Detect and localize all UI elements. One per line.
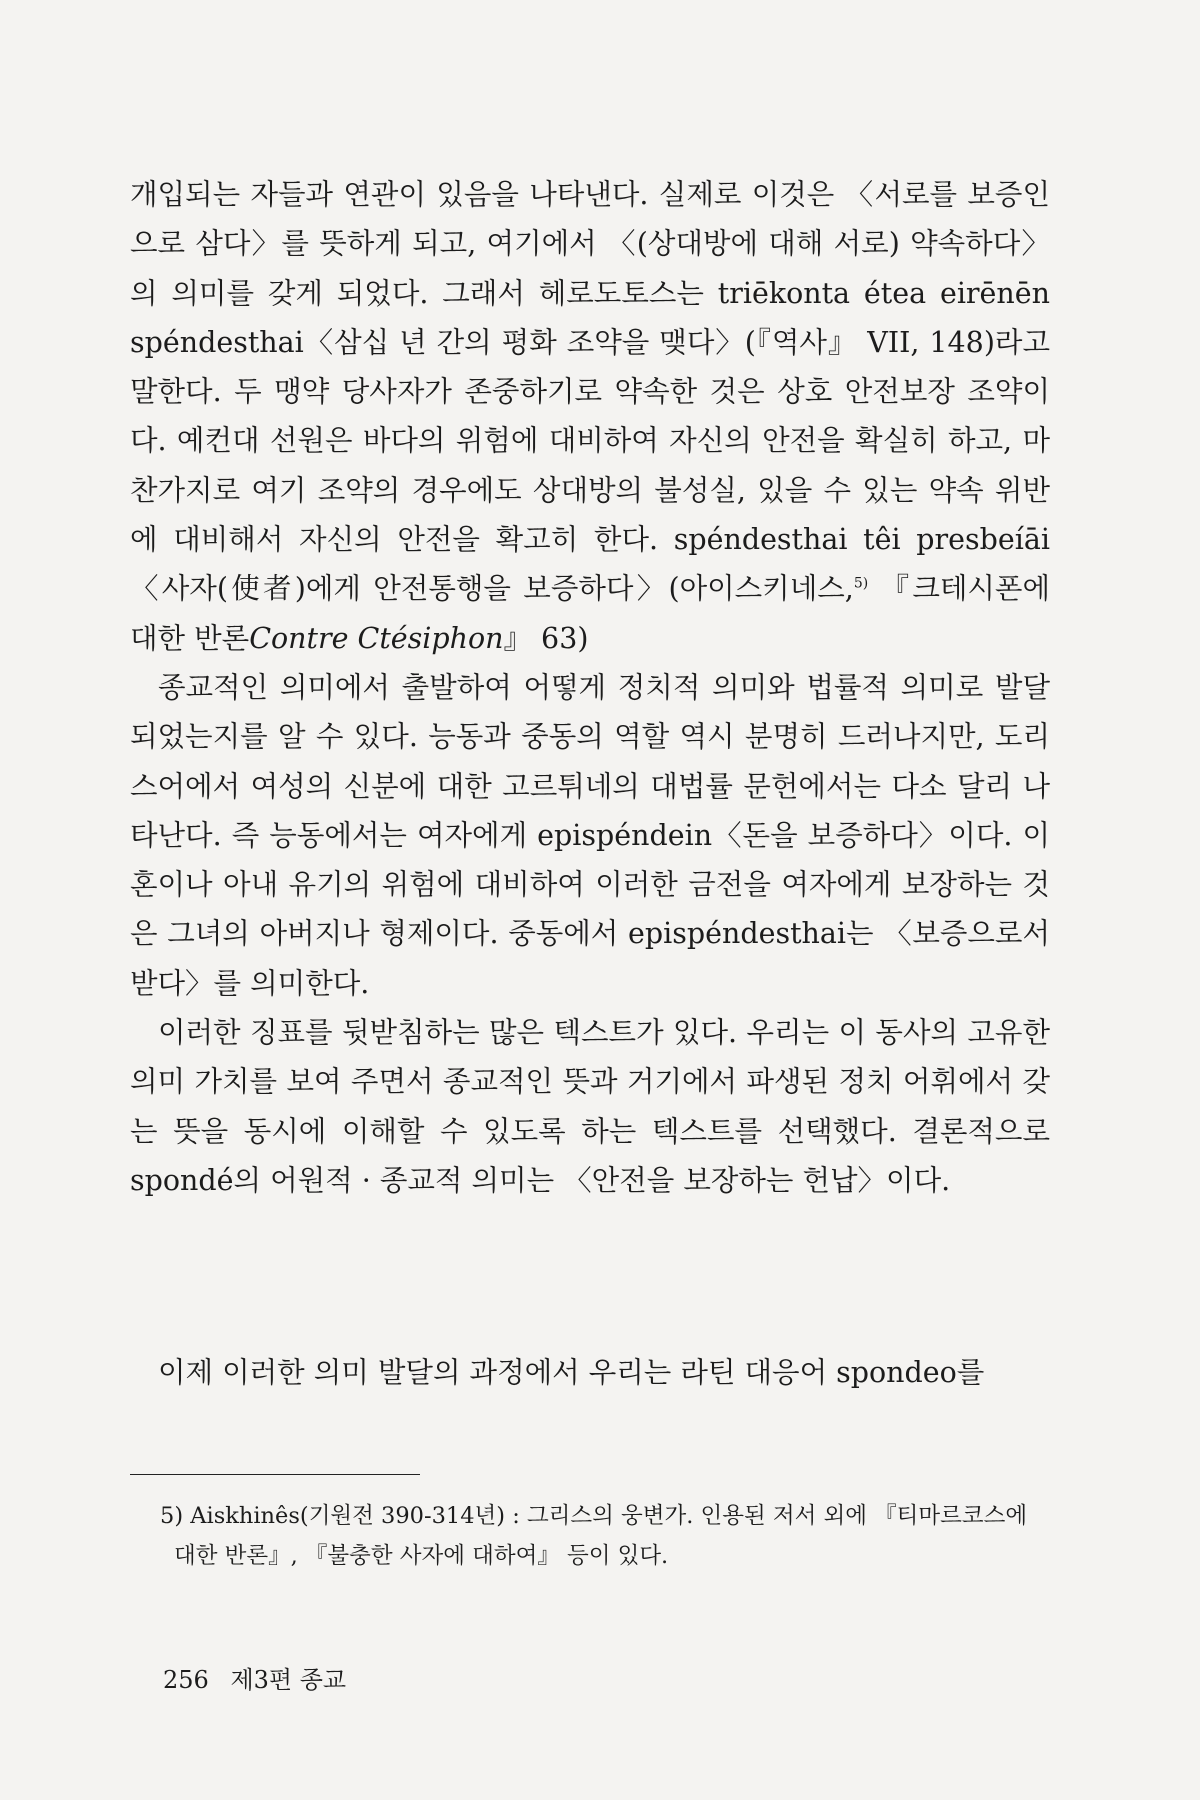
paragraph-1-end: 』 63) [503, 621, 589, 655]
paragraph-2: 종교적인 의미에서 출발하여 어떻게 정치적 의미와 법률적 의미로 발달되었는지를 알 수 있다. 능동과 중동의 역할 역시 분명히 드러나지만, 도리스어에서 여성의 신분에 대한 고르튀네의 대법률 문헌에서는 다소 달리 나타난다. 즉 능동에서는 여자에게 epispéndein〈돈을 보증하다〉이다. 이혼이나 아내 유기의 위험에 대비하여 이러한 금전을 여자에게 보장하는 것은 그녀의 아버지나 형제이다. 중동에서 epispéndesthai는 〈보증으로서 받다〉를 의미한다. [130, 670, 1050, 1000]
paragraph-3: 이러한 징표를 뒷받침하는 많은 텍스트가 있다. 우리는 이 동사의 고유한 의미 가치를 보여 주면서 종교적인 뜻과 거기에서 파생된 정치 어휘에서 갖는 뜻을 동시에 이해할 수 있도록 하는 텍스트를 선택했다. 결론적으로 spondé의 어원적 · 종교적 의미는 〈안전을 보장하는 헌납〉이다. [130, 1016, 1050, 1197]
italic-title: Contre Ctésiphon [249, 621, 504, 655]
paragraph-1 [130, 170, 1050, 663]
footnote: 5) Aiskhinês(기원전 390-314년) : 그리스의 웅변가. 인용된 저서 외에 『티마르코스에 대한 반론』, 『불충한 사자에 대하여』 등이 있다. [160, 1503, 1028, 1569]
paragraph-1-text: 개입되는 자들과 연관이 있음을 나타낸다. 실제로 이것은 〈서로를 보증인으로 삼다〉를 뜻하게 되고, 여기에서 〈(상대방에 대해 서로) 약속하다〉의 의미를 갖게 되었다. 그래서 헤로도토스는 triēkonta étea eirēnēn spéndesthai〈삼십 년 간의 평화 조약을 맺다〉(『역사』 VII, 148)라고 말한다. 두 맹약 당사자가 존중하기로 약속한 것은 상호 안전보장 조약이다. 예컨대 선원은 바다의 위험에 대비하여 자신의 안전을 확실히 하고, 마찬가지로 여기 조약의 경우에도 상대방의 불성실, 있을 수 있는 약속 위반에 대비해서 자신의 안전을 확고히 한다. spéndesthai têi presbeíāi 〈사자(使者)에게 안전통행을 보증하다〉(아이스키네스, [130, 178, 1050, 606]
page-number: 256 [163, 1666, 209, 1694]
footnote-reference: 5) [853, 575, 869, 592]
section-title: 제3편 종교 [230, 1666, 347, 1694]
footnote-divider [130, 1474, 420, 1475]
page-footer [163, 1660, 346, 1695]
paragraph-4: 이제 이러한 의미 발달의 과정에서 우리는 라틴 대응어 spondeo를 [158, 1356, 985, 1389]
paragraph-1-tail: 『크테시폰에 대한 반론 [130, 572, 1050, 655]
body-text [130, 170, 1050, 1205]
